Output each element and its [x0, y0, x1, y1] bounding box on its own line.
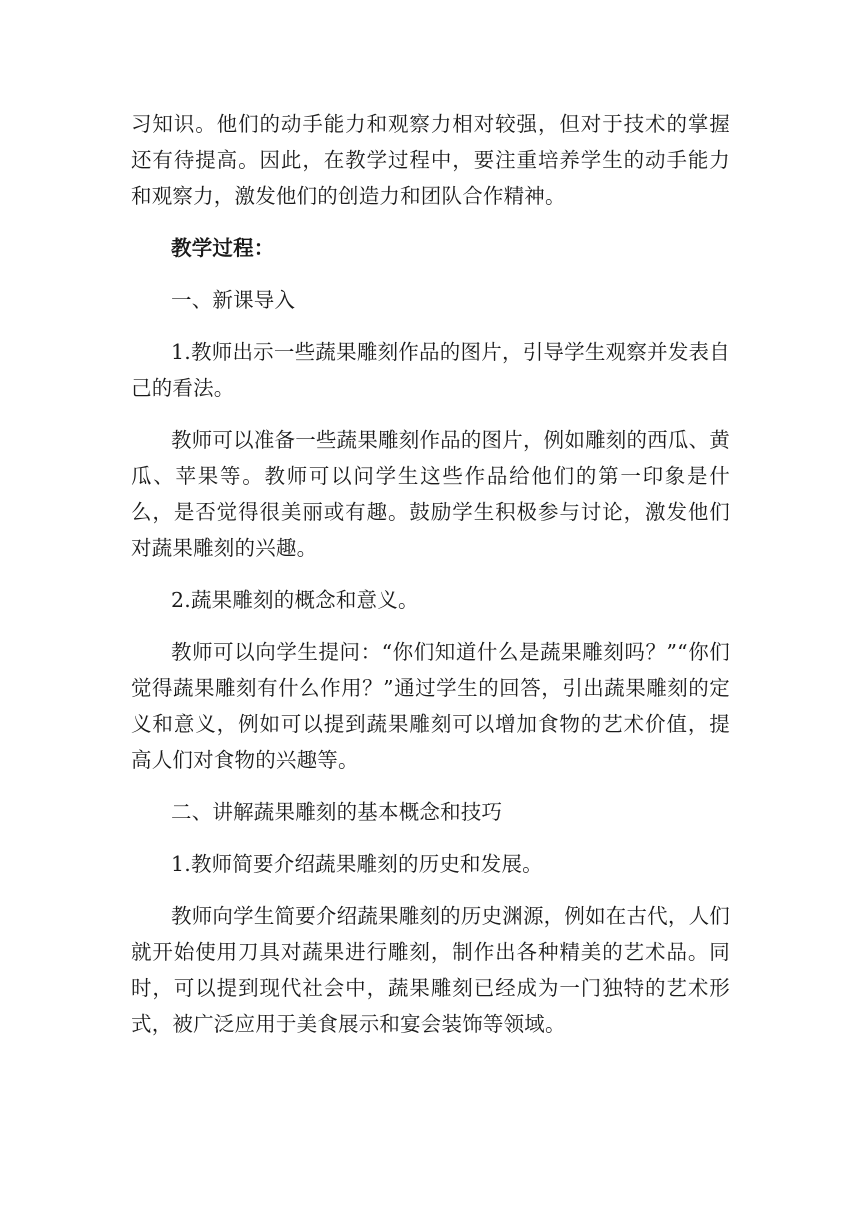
list-item-concept-meaning: 2.蔬果雕刻的概念和意义。: [171, 588, 419, 612]
paragraph-prepare-pictures: 教师可以准备一些蔬果雕刻作品的图片，例如雕刻的西瓜、黄瓜、苹果等。教师可以问学生这些作品给他们的第一印象是什么，是否觉得很美丽或有趣。鼓励学生积极参与讨论，激发他们对蔬果雕刻的兴趣。: [131, 428, 730, 560]
subheading-basic-concepts-techniques: 二、讲解蔬果雕刻的基本概念和技巧: [171, 800, 503, 824]
section-heading-teaching-process: 教学过程：: [171, 236, 275, 260]
list-item-show-pictures: 1.教师出示一些蔬果雕刻作品的图片，引导学生观察并发表自己的看法。: [131, 340, 730, 400]
paragraph-ask-questions: 教师可以向学生提问：“你们知道什么是蔬果雕刻吗？”“你们觉得蔬果雕刻有什么作用？”通过学生的回答，引出蔬果雕刻的定义和意义，例如可以提到蔬果雕刻可以增加食物的艺术价值，提高人们对食物的兴趣等。: [131, 640, 730, 772]
subheading-new-lesson-intro: 一、新课导入: [171, 288, 296, 312]
list-item-history-development: 1.教师简要介绍蔬果雕刻的历史和发展。: [171, 852, 543, 876]
paragraph-history-origin: 教师向学生简要介绍蔬果雕刻的历史渊源，例如在古代，人们就开始使用刀具对蔬果进行雕刻，制作出各种精美的艺术品。同时，可以提到现代社会中，蔬果雕刻已经成为一门独特的艺术形式，被广泛应用于美食展示和宴会装饰等领域。: [131, 904, 730, 1036]
paragraph-intro-continued: 习知识。他们的动手能力和观察力相对较强，但对于技术的掌握还有待提高。因此，在教学过程中，要注重培养学生的动手能力和观察力，激发他们的创造力和团队合作精神。: [131, 112, 730, 208]
